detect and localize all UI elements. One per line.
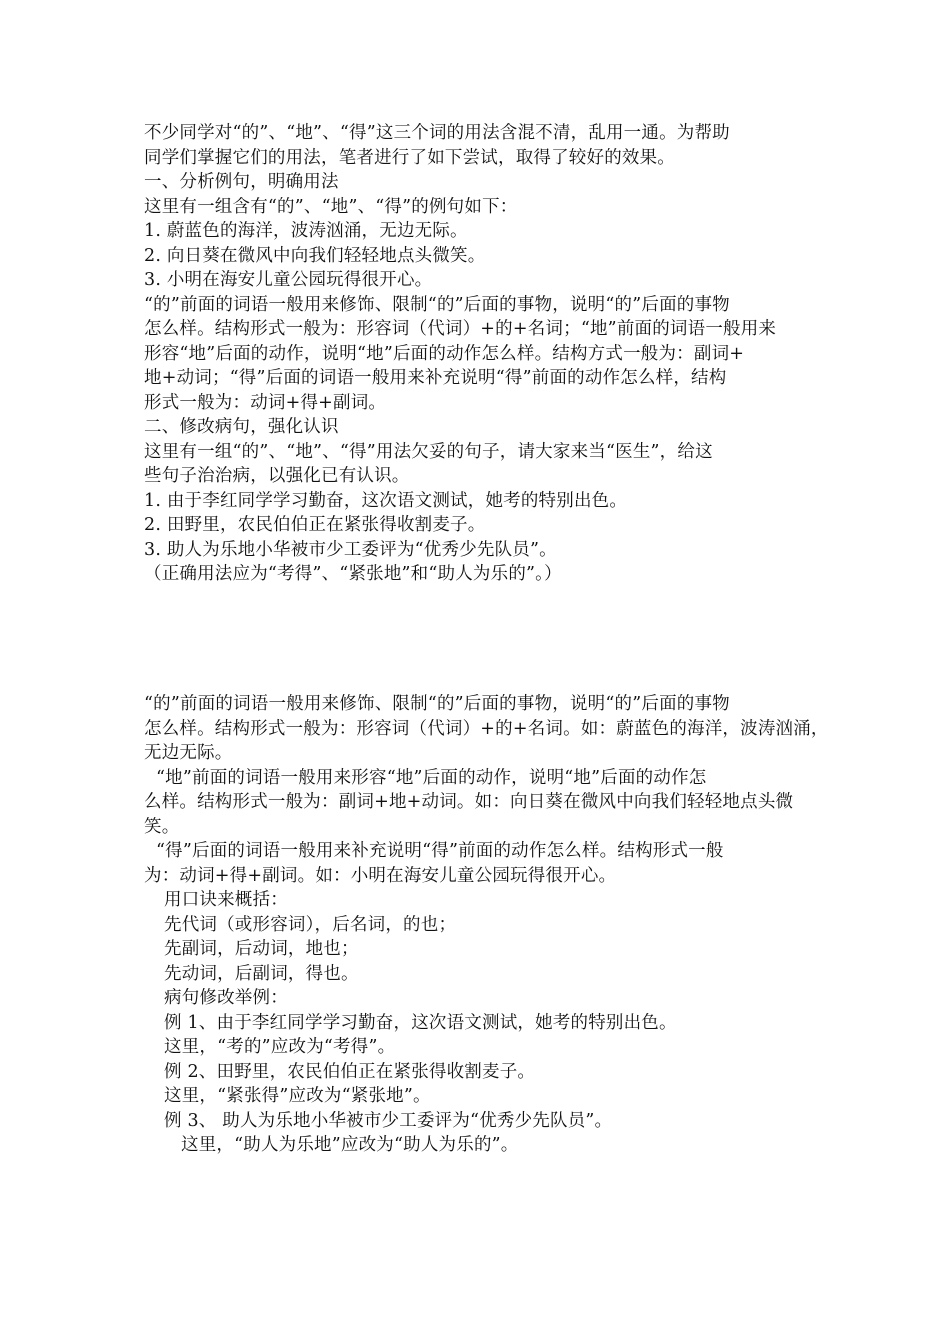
- correction-note: 这里，“考的”应改为“考得”。: [164, 1037, 396, 1057]
- paragraph-line: 形式一般为：动词+得+副词。: [144, 392, 387, 413]
- example-sentence: 3. 小明在海安儿童公园玩得很开心。: [144, 270, 433, 290]
- paragraph-line: 怎么样。结构形式一般为：形容词（代词）+的+名词。如：蔚蓝色的海洋，波涛汹涌，: [144, 718, 829, 739]
- paragraph-line: 形容“地”后面的动作，说明“地”后面的动作怎么样。结构方式一般为：副词+: [144, 343, 745, 364]
- paragraph-line: 这里有一组“的”、“地”、“得”用法欠妥的句子，请大家来当“医生”，给这: [144, 441, 713, 462]
- correction-note: 这里，“助人为乐地”应改为“助人为乐的”。: [181, 1135, 519, 1155]
- paragraph-line: 这里有一组含有“的”、“地”、“得”的例句如下：: [144, 196, 518, 217]
- paragraph-line: 不少同学对“的”、“地”、“得”这三个词的用法含混不清，乱用一通。为帮助: [144, 123, 730, 143]
- article-section-2: [144, 692, 829, 1158]
- paragraph-line: 地+动词；“得”后面的词语一般用来补充说明“得”前面的动作怎么样，结构: [144, 368, 727, 388]
- paragraph-line: “地”前面的词语一般用来形容“地”后面的动作，说明“地”后面的动作怎: [156, 767, 707, 788]
- example-sentence: 例 3、 助人为乐地小华被市少工委评为“优秀少先队员”。: [164, 1110, 613, 1131]
- paragraph-line: “的”前面的词语一般用来修饰、限制“的”后面的事物，说明“的”后面的事物: [144, 694, 730, 714]
- examples-heading: 病句修改举例：: [164, 988, 288, 1008]
- paragraph-line: 么样。结构形式一般为：副词+地+动词。如：向日葵在微风中向我们轻轻地点头微: [144, 792, 794, 812]
- example-sentence: 2. 田野里，农民伯伯正在紧张得收割麦子。: [144, 515, 486, 535]
- paragraph-line: 无边无际。: [144, 743, 233, 763]
- correction-note: 这里，“紧张得”应改为“紧张地”。: [164, 1086, 431, 1106]
- mnemonic-line: 先副词，后动词，地也；: [164, 939, 359, 959]
- mnemonic-heading: 用口诀来概括：: [164, 890, 288, 910]
- paragraph-line: “得”后面的词语一般用来补充说明“得”前面的动作怎么样。结构形式一般: [156, 841, 724, 861]
- mnemonic-line: 先代词（或形容词），后名词，的也；: [164, 914, 457, 935]
- paragraph-line: 怎么样。结构形式一般为：形容词（代词）+的+名词；“地”前面的词语一般用来: [144, 319, 777, 339]
- paragraph-line: 些句子治治病，以强化已有认识。: [144, 466, 410, 486]
- paragraph-line: 为：动词+得+副词。如：小明在海安儿童公园玩得很开心。: [144, 865, 617, 886]
- article-section-1: [144, 121, 812, 587]
- correction-note: （正确用法应为“考得”、“紧张地”和“助人为乐的”。）: [144, 564, 562, 584]
- mnemonic-line: 先动词，后副词，得也。: [164, 963, 359, 984]
- section-heading: 二、修改病句，强化认识: [144, 417, 339, 437]
- paragraph-line: 同学们掌握它们的用法，笔者进行了如下尝试，取得了较好的效果。: [144, 147, 675, 168]
- example-sentence: 例 2、田野里，农民伯伯正在紧张得收割麦子。: [164, 1061, 536, 1082]
- example-sentence: 1. 由于李红同学学习勤奋，这次语文测试，她考的特别出色。: [144, 490, 628, 511]
- example-sentence: 2. 向日葵在微风中向我们轻轻地点头微笑。: [144, 245, 486, 266]
- example-sentence: 1. 蔚蓝色的海洋，波涛汹涌，无边无际。: [144, 221, 468, 241]
- example-sentence: 例 1、由于李红同学学习勤奋，这次语文测试，她考的特别出色。: [164, 1012, 677, 1033]
- section-heading: 一、分析例句，明确用法: [144, 172, 339, 192]
- example-sentence: 3. 助人为乐地小华被市少工委评为“优秀少先队员”。: [144, 539, 557, 560]
- paragraph-line: “的”前面的词语一般用来修饰、限制“的”后面的事物，说明“的”后面的事物: [144, 294, 730, 315]
- paragraph-line: 笑。: [144, 816, 180, 837]
